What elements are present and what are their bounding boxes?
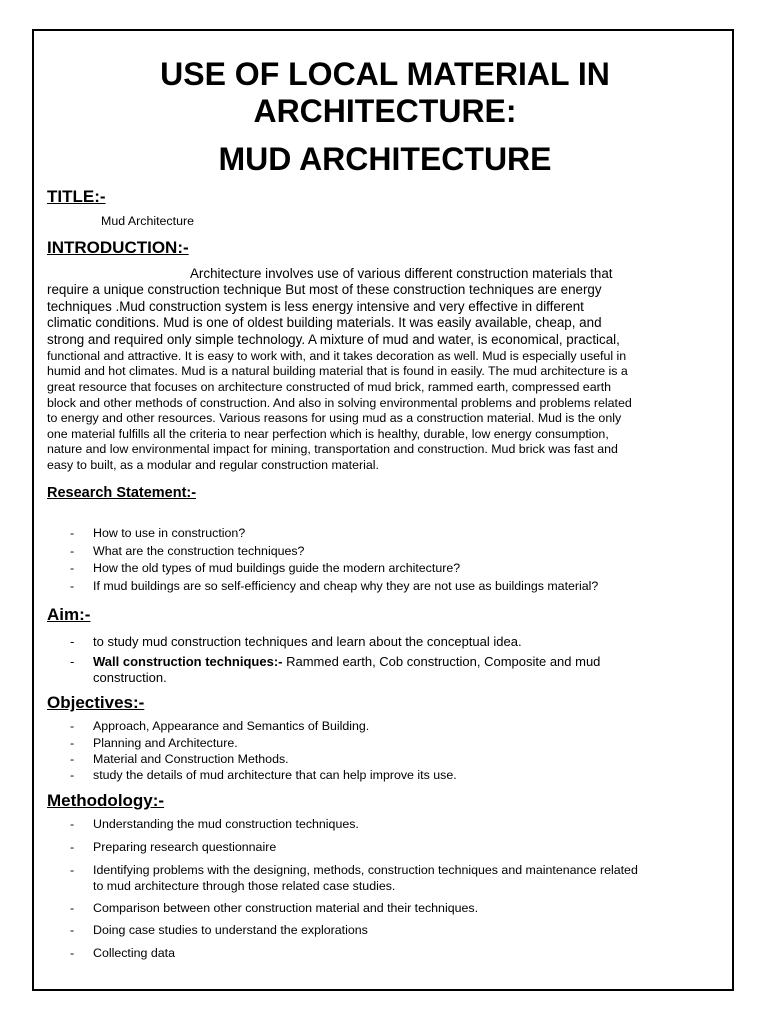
intro-line: easy to built, as a modular and regular construction material. <box>47 458 379 472</box>
intro-line: block and other methods of construction. And also in solving environmental problems and problems related <box>47 395 632 410</box>
document-title-line-1: USE OF LOCAL MATERIAL IN <box>160 56 610 92</box>
methodology-item-text: Comparison between other construction material and their techniques. <box>93 901 479 915</box>
bullet-dash: - <box>70 752 75 766</box>
objective-item-text: Approach, Appearance and Semantics of Building. <box>93 719 370 733</box>
title-heading: TITLE:- <box>47 187 106 206</box>
bullet-dash: - <box>70 817 75 831</box>
document-title-line-2: ARCHITECTURE: <box>253 93 517 129</box>
intro-line: to energy and other resources. Various reasons for using mud as a construction material. Mud is the only <box>47 411 622 426</box>
bullet-dash: - <box>70 946 75 960</box>
wall-techniques-label: Wall construction techniques:- <box>93 654 283 669</box>
aim-item-text: construction. <box>93 670 167 685</box>
methodology-item-text: Collecting data <box>93 946 175 960</box>
research-statement-heading: Research Statement:- <box>47 485 197 501</box>
bullet-dash: - <box>70 544 75 558</box>
introduction-paragraph <box>47 266 723 474</box>
methodology-item-text: to mud architecture through those related case studies. <box>93 879 396 893</box>
intro-line: require a unique construction technique But most of these construction techniques are energy <box>47 282 602 298</box>
bullet-dash: - <box>70 719 75 733</box>
aim-item-text: to study mud construction techniques and learn about the conceptual idea. <box>93 634 522 649</box>
intro-line: one material fulfills all the criteria to near perfection which is healthy, durable, low energy consumption, <box>47 426 609 441</box>
bullet-dash: - <box>70 768 75 782</box>
bullet-dash: - <box>70 526 75 540</box>
objective-item-text: study the details of mud architecture that can help improve its use. <box>93 768 457 782</box>
research-item-text: If mud buildings are so self-efficiency and cheap why they are not use as buildings material? <box>93 579 599 593</box>
objective-item-text: Material and Construction Methods. <box>93 752 289 766</box>
bullet-dash: - <box>70 736 75 750</box>
methodology-item-text: Understanding the mud construction techniques. <box>93 817 359 831</box>
document-subtitle: MUD ARCHITECTURE <box>218 141 552 177</box>
intro-line: Architecture involves use of various different construction materials that <box>190 266 613 281</box>
introduction-heading: INTRODUCTION:- <box>47 238 189 257</box>
methodology-item-text: Identifying problems with the designing, methods, construction techniques and maintenance related <box>93 863 638 877</box>
bullet-dash: - <box>70 561 75 575</box>
intro-line: nature and low environmental impact for mining, transportation and construction. Mud brick was fast and <box>47 442 618 457</box>
bullet-dash: - <box>70 840 75 854</box>
methodology-heading: Methodology:- <box>47 791 165 810</box>
intro-line: climatic conditions. Mud is one of oldest building materials. It was easily available, cheap, and <box>47 315 602 331</box>
bullet-dash: - <box>70 863 75 877</box>
wall-techniques-value: Rammed earth, Cob construction, Composite and mud <box>282 654 601 669</box>
bullet-dash: - <box>70 634 75 649</box>
intro-line: humid and hot climates. Mud is a natural building material that is found in easily. The mud architecture is a <box>47 364 628 379</box>
research-item-text: What are the construction techniques? <box>93 544 305 558</box>
intro-line: great resource that focuses on architecture constructed of mud brick, rammed earth, compressed earth <box>47 380 612 395</box>
bullet-dash: - <box>70 654 75 669</box>
intro-line: techniques .Mud construction system is less energy intensive and very effective in different <box>47 298 584 314</box>
intro-line: functional and attractive. It is easy to work with, and it takes decoration as well. Mud is especially useful in <box>47 349 627 364</box>
research-item-text: How the old types of mud buildings guide the modern architecture? <box>93 561 461 575</box>
methodology-item-text: Preparing research questionnaire <box>93 840 277 854</box>
intro-line: strong and required only simple technology. A mixture of mud and water, is economical, practical, <box>47 331 620 347</box>
title-value: Mud Architecture <box>101 214 194 228</box>
bullet-dash: - <box>70 901 75 915</box>
bullet-dash: - <box>70 579 75 593</box>
objectives-heading: Objectives:- <box>47 693 145 712</box>
research-item-text: How to use in construction? <box>93 526 246 540</box>
objective-item-text: Planning and Architecture. <box>93 736 238 750</box>
bullet-dash: - <box>70 923 75 937</box>
aim-heading: Aim:- <box>47 605 91 624</box>
methodology-item-text: Doing case studies to understand the explorations <box>93 923 368 937</box>
aim-item-text <box>93 654 600 670</box>
